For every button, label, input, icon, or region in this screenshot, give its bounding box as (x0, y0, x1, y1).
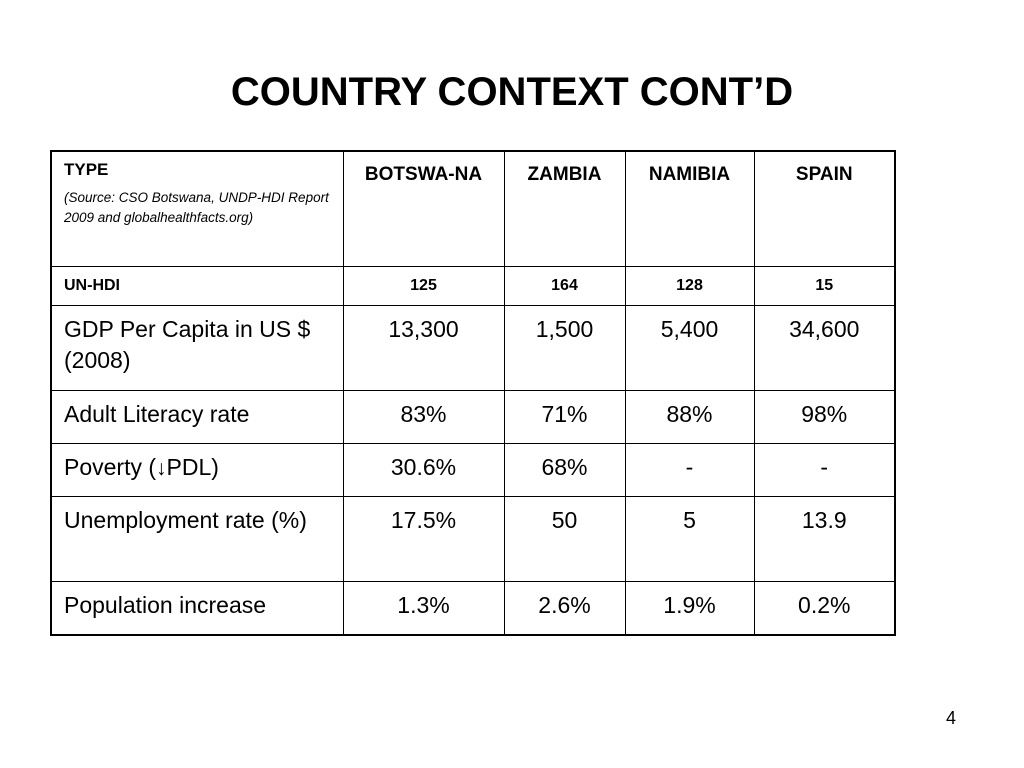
country-context-table (50, 150, 896, 636)
row-label: Adult Literacy rate (51, 391, 343, 444)
cell-value: 71% (504, 391, 625, 444)
page-number: 4 (946, 708, 957, 728)
row-label: Population increase (51, 582, 343, 636)
header-zambia: ZAMBIA (504, 151, 625, 267)
row-label-prefix: Poverty ( (64, 454, 157, 480)
cell-value: 1,500 (504, 306, 625, 391)
cell-value: 164 (504, 267, 625, 306)
cell-value: 88% (625, 391, 754, 444)
header-spain: SPAIN (754, 151, 895, 267)
cell-value: 0.2% (754, 582, 895, 636)
cell-value: 50 (504, 497, 625, 582)
row-label-suffix: PDL) (166, 454, 219, 480)
table-row-gdp (51, 306, 895, 391)
cell-value: 1.3% (343, 582, 504, 636)
cell-value: 1.9% (625, 582, 754, 636)
type-label: TYPE (64, 160, 109, 179)
cell-value: 17.5% (343, 497, 504, 582)
row-label: UN-HDI (51, 267, 343, 306)
header-botswana: BOTSWA-NA (343, 151, 504, 267)
table-header-row (51, 151, 895, 267)
cell-value: 98% (754, 391, 895, 444)
slide-title: COUNTRY CONTEXT CONT’D (230, 70, 794, 114)
cell-value: 15 (754, 267, 895, 306)
table-row-unemployment (51, 497, 895, 582)
cell-value: 5,400 (625, 306, 754, 391)
down-arrow-icon: ↓ (156, 457, 167, 480)
table-row-poverty (51, 444, 895, 497)
cell-value: 13,300 (343, 306, 504, 391)
cell-value: 30.6% (343, 444, 504, 497)
cell-value: - (754, 444, 895, 497)
table-row-un-hdi (51, 267, 895, 306)
row-label: GDP Per Capita in US $ (2008) (51, 306, 343, 391)
cell-value: 83% (343, 391, 504, 444)
row-label (51, 444, 343, 497)
cell-value: 128 (625, 267, 754, 306)
cell-value: 13.9 (754, 497, 895, 582)
table-row-population (51, 582, 895, 636)
cell-value: 125 (343, 267, 504, 306)
cell-value: - (625, 444, 754, 497)
cell-value: 34,600 (754, 306, 895, 391)
cell-value: 68% (504, 444, 625, 497)
cell-value: 2.6% (504, 582, 625, 636)
row-label: Unemployment rate (%) (51, 497, 343, 582)
cell-value: 5 (625, 497, 754, 582)
header-type-cell (51, 151, 343, 267)
header-namibia: NAMIBIA (625, 151, 754, 267)
source-note: (Source: CSO Botswana, UNDP-HDI Report 2009 and globalhealthfacts.org) (64, 190, 329, 225)
table-row-literacy (51, 391, 895, 444)
